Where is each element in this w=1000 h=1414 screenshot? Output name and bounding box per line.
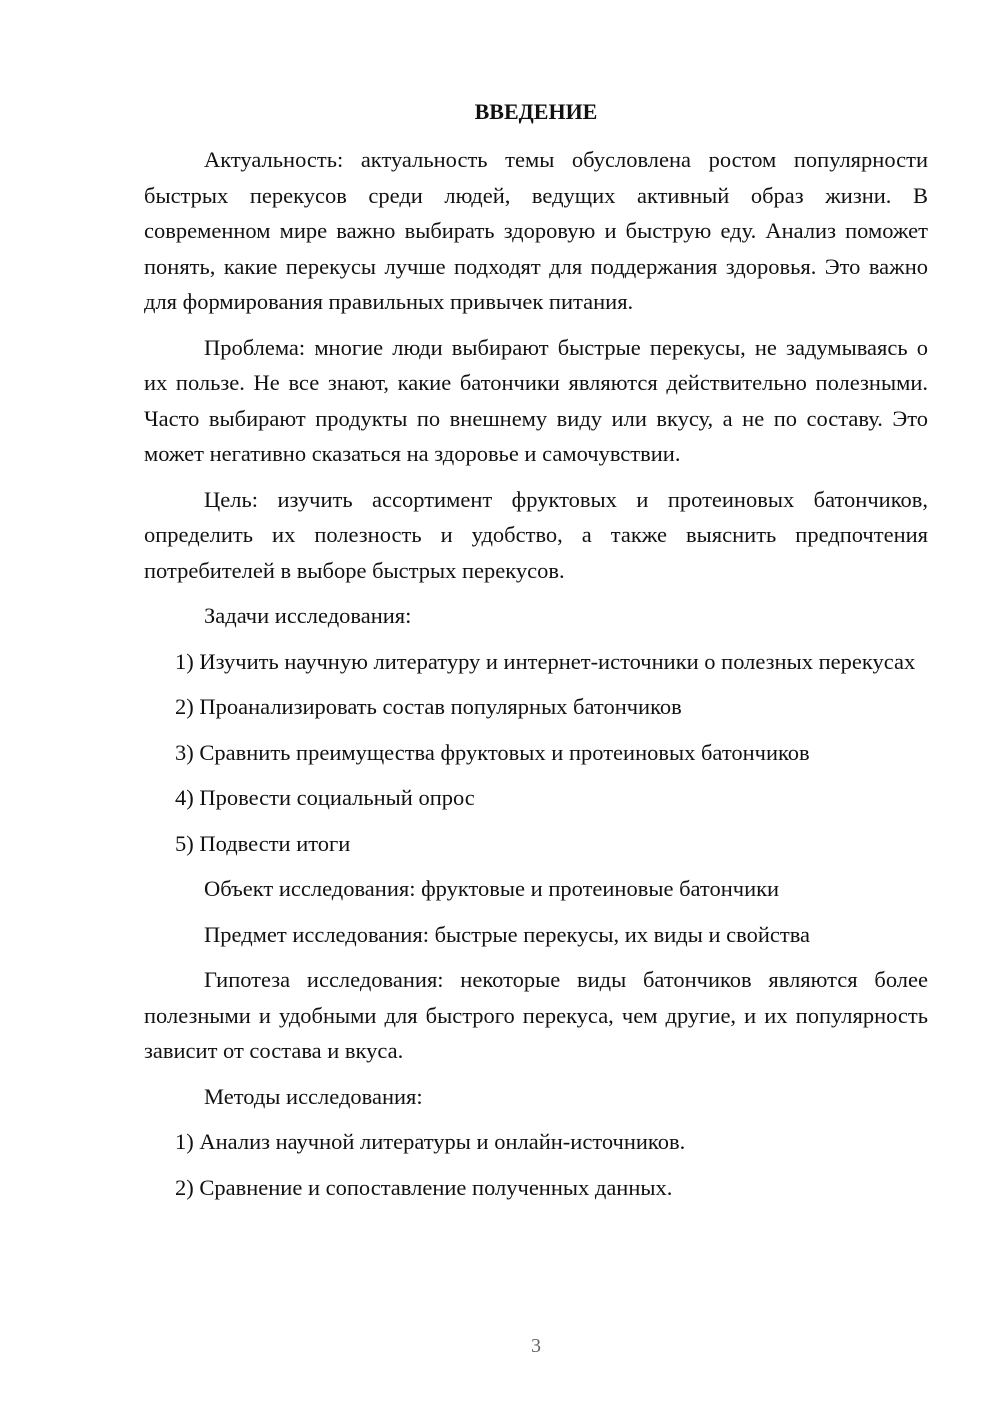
document-body [144,142,928,1215]
hypothesis-paragraph: Гипотеза исследования: некоторые виды батончиков являются более полезными и удобными для быстрого перекуса, чем другие, и их популярность зависит от состава и вкуса. [144,967,928,1063]
goal-paragraph: Цель: изучить ассортимент фруктовых и протеиновых батончиков, определить их полезность и удобство, а также выяснить предпочтения потребителей в выборе быстрых перекусов. [144,486,928,583]
task-item-1: 1) Изучить научную литературу и интернет-источники о полезных перекусах [175,648,916,674]
method-item-1: 1) Анализ научной литературы и онлайн-источников. [175,1129,686,1154]
method-item-2: 2) Сравнение и сопоставление полученных данных. [175,1174,673,1200]
section-title: ВВЕДЕНИЕ [474,99,598,124]
object-paragraph: Объект исследования: фруктовые и протеиновые батончики [204,876,780,901]
problem-paragraph: Проблема: многие люди выбирают быстрые перекусы, не задумываясь о их пользе. Не все знают, какие батончики являются действительно полезными. Часто выбирают продукты по внешнему виду или вкусу, а не по составу. Это может негативно сказаться на здоровье и самочувствии. [144,334,928,466]
subject-paragraph: Предмет исследования: быстрые перекусы, их виды и свойства [204,921,811,947]
task-item-5: 5) Подвести итоги [175,830,351,856]
page-number: 3 [531,1335,541,1357]
relevance-paragraph: Актуальность: актуальность темы обусловлена ростом популярности быстрых перекусов среди людей, ведущих активный образ жизни. В современном мире важно выбирать здоровую и быструю еду. Анализ поможет понять, какие перекусы лучше подходят для поддержания здоровья. Это важно для формирования правильных привычек питания. [144,147,928,314]
task-item-3: 3) Сравнить преимущества фруктовых и протеиновых батончиков [175,739,810,765]
methods-heading: Методы исследования: [204,1083,423,1109]
task-item-2: 2) Проанализировать состав популярных батончиков [175,694,682,719]
tasks-heading: Задачи исследования: [204,603,412,628]
task-item-4: 4) Провести социальный опрос [175,785,475,810]
